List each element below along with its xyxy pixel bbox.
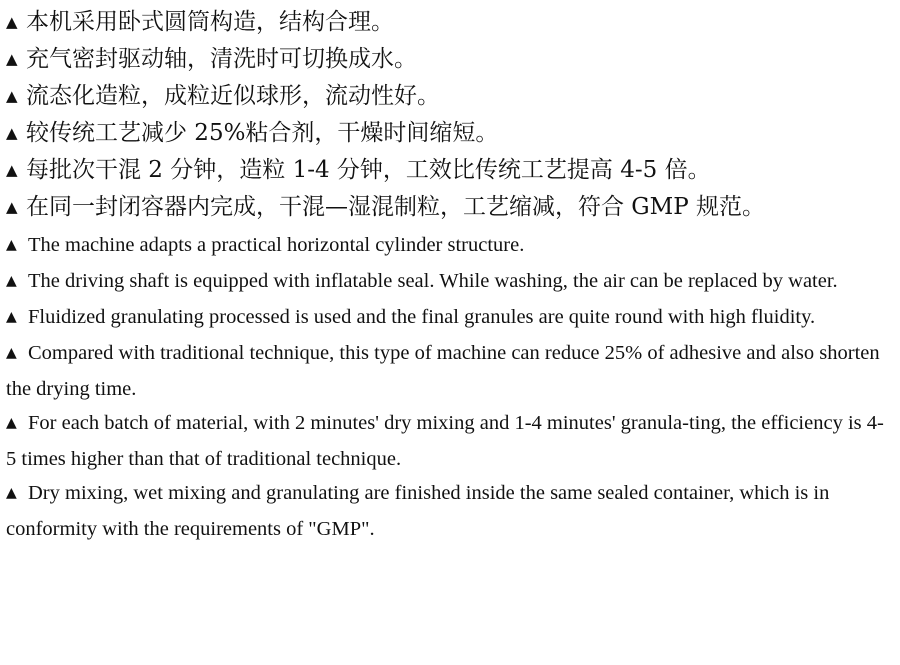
english-feature-text: Dry mixing, wet mixing and granulating are finished inside the same sealed container, which is in conformity with the requirements of "GMP". [6, 482, 830, 540]
chinese-feature-text: 流态化造粒，成粒近似球形，流动性好。 [26, 83, 440, 109]
chinese-feature-item [6, 43, 894, 76]
chinese-feature-item [6, 80, 894, 113]
triangle-bullet-icon: ▲ [6, 273, 17, 289]
english-feature-item [6, 264, 894, 300]
triangle-bullet-icon: ▲ [6, 415, 17, 431]
triangle-bullet-icon: ▲ [6, 309, 17, 325]
english-feature-item [6, 300, 894, 336]
chinese-feature-item [6, 117, 894, 150]
english-feature-text: The driving shaft is equipped with inflatable seal. While washing, the air can be replaced by water. [28, 270, 838, 292]
chinese-feature-item [6, 154, 894, 187]
english-feature-item [6, 406, 894, 476]
triangle-bullet-icon: ▲ [6, 124, 18, 142]
chinese-feature-text: 较传统工艺减少 25%粘合剂，干燥时间缩短。 [26, 120, 499, 146]
chinese-feature-list [6, 6, 894, 224]
triangle-bullet-icon: ▲ [6, 161, 18, 179]
chinese-feature-item [6, 6, 894, 39]
triangle-bullet-icon: ▲ [6, 345, 17, 361]
english-feature-text: Fluidized granulating processed is used and the final granules are quite round with high fluidity. [28, 306, 816, 328]
triangle-bullet-icon: ▲ [6, 13, 18, 31]
english-feature-text: For each batch of material, with 2 minutes' dry mixing and 1-4 minutes' granula-ting, the efficiency is 4-5 times higher than that of traditional technique. [6, 412, 884, 470]
chinese-feature-item [6, 191, 894, 224]
triangle-bullet-icon: ▲ [6, 485, 17, 501]
triangle-bullet-icon: ▲ [6, 198, 18, 216]
triangle-bullet-icon: ▲ [6, 87, 18, 105]
chinese-feature-text: 充气密封驱动轴，清洗时可切换成水。 [26, 46, 417, 72]
triangle-bullet-icon: ▲ [6, 237, 17, 253]
chinese-feature-text: 本机采用卧式圆筒构造，结构合理。 [26, 9, 394, 35]
chinese-feature-text: 每批次干混 2 分钟，造粒 1-4 分钟，工效比传统工艺提高 4-5 倍。 [26, 157, 711, 183]
english-feature-item [6, 228, 894, 264]
chinese-feature-text: 在同一封闭容器内完成，干混—湿混制粒，工艺缩减，符合 GMP 规范。 [26, 194, 766, 220]
english-feature-text: The machine adapts a practical horizontal cylinder structure. [28, 234, 525, 256]
triangle-bullet-icon: ▲ [6, 50, 18, 68]
english-feature-text: Compared with traditional technique, this type of machine can reduce 25% of adhesive and also shorten the drying time. [6, 342, 880, 400]
english-feature-list [6, 228, 894, 546]
english-feature-item [6, 476, 894, 546]
english-feature-item [6, 336, 894, 406]
